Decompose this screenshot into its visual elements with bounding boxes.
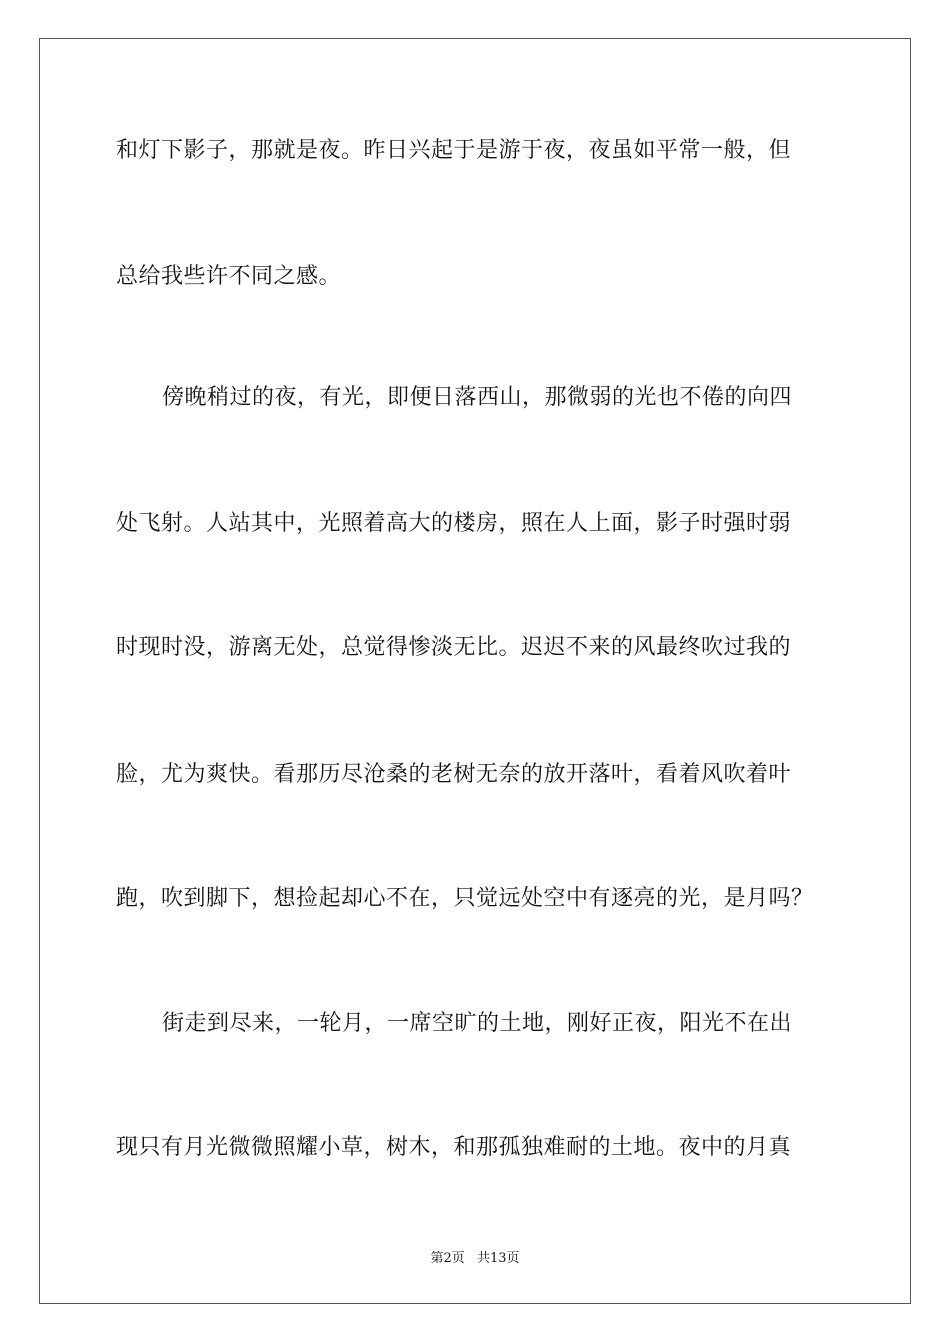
text-line: 脸，尤为爽快。看那历尽沧桑的老树无奈的放开落叶，看着风吹着叶 bbox=[116, 762, 792, 787]
page-number: 第2页 bbox=[430, 1251, 465, 1266]
text-line-paragraph-start: 街走到尽来，一轮月，一席空旷的土地，刚好正夜，阳光不在出 bbox=[162, 1011, 793, 1036]
text-line-paragraph-start: 傍晚稍过的夜，有光，即便日落西山，那微弱的光也不倦的向四 bbox=[162, 385, 793, 410]
text-line: 时现时没，游离无处，总觉得惨淡无比。迟迟不来的风最终吹过我的 bbox=[116, 635, 792, 660]
text-line: 处飞射。人站其中，光照着高大的楼房，照在人上面，影子时强时弱 bbox=[116, 511, 792, 536]
page-footer bbox=[0, 1247, 950, 1266]
page-total: 共13页 bbox=[476, 1251, 520, 1266]
text-line: 跑，吹到脚下，想捡起却心不在，只觉远处空中有逐亮的光，是月吗？ bbox=[116, 886, 814, 911]
text-line: 现只有月光微微照耀小草，树木，和那孤独难耐的土地。夜中的月真 bbox=[116, 1135, 792, 1160]
text-line: 总给我些许不同之感。 bbox=[116, 264, 342, 289]
text-line: 和灯下影子，那就是夜。昨日兴起于是游于夜，夜虽如平常一般，但 bbox=[116, 138, 792, 163]
page-border bbox=[39, 38, 911, 1304]
